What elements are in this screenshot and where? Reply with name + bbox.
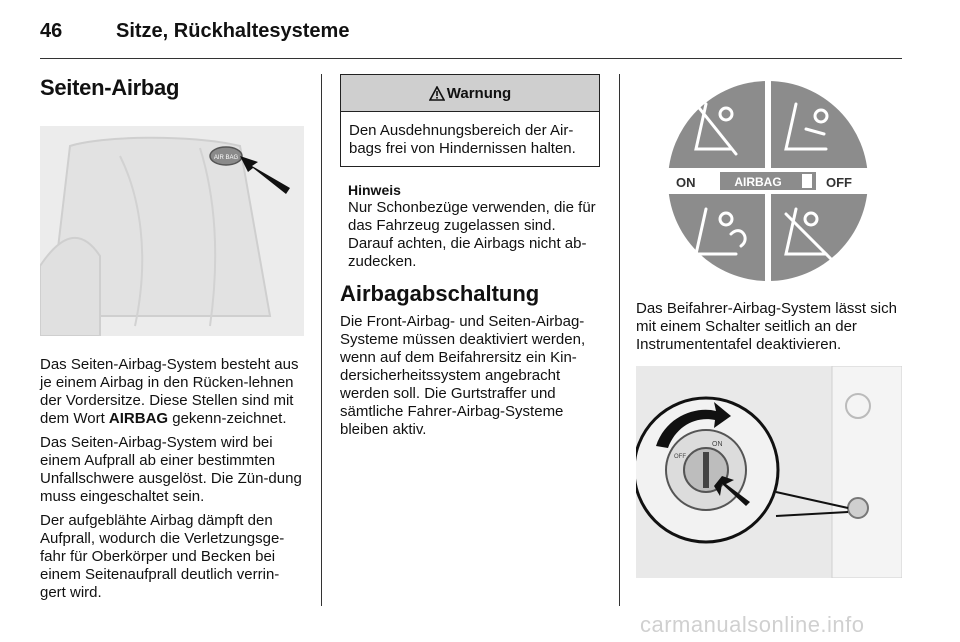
column-side-airbag (40, 74, 304, 608)
note-title: Hinweis (348, 182, 401, 198)
warning-triangle-icon (429, 86, 445, 101)
chapter-title: Sitze, Rückhaltesysteme (116, 20, 350, 42)
column-divider (619, 74, 620, 606)
warning-box (340, 74, 600, 167)
airbag-switch-illustration (636, 366, 902, 578)
watermark: carmanualsonline.info (640, 612, 865, 637)
paragraph: Das Seiten-Airbag-System wird bei einem Aufprall ab einer bestimmten Unfallschwere ausgelöst. Die Zün-dung muss eingeschaltet sein. (40, 434, 302, 505)
note-text: Nur Schonbezüge verwenden, die für das Fahrzeug zugelassen sind. Darauf achten, die Airbags nicht ab-zudecken. (348, 199, 596, 270)
switch-on-mark: ON (712, 441, 723, 448)
section-title-side-airbag: Seiten-Airbag (40, 75, 180, 100)
page-header (40, 14, 902, 54)
column-divider (321, 74, 322, 606)
warning-header (341, 75, 599, 112)
air-bag-badge-text: AIR BAG (213, 155, 239, 161)
switch-on-label: ON (676, 175, 696, 190)
note-block (348, 181, 602, 271)
switch-off-label: OFF (826, 175, 852, 190)
warning-text: Den Ausdehnungsbereich der Air-bags frei von Hindernissen halten. (349, 122, 576, 157)
paragraph: Die Front-Airbag- und Seiten-Airbag-Systeme müssen deaktiviert werden, wenn auf dem Beifahrersitz ein Kin-dersicherheitssystem angebracht werden soll. Die Gurtstraffer und sämtliche Fahrer-Airbag-Systeme bleiben aktiv. (340, 313, 586, 438)
paragraph: Das Seiten-Airbag-System besteht aus je einem Airbag in den Rücken-lehnen der Vordersitze. Diese Stellen sind mit dem Wort AIRBAG gekenn-zeichnet. (40, 356, 299, 427)
paragraph: Das Beifahrer-Airbag-System lässt sich mit einem Schalter seitlich an der Instrumententafel deaktivieren. (636, 300, 897, 353)
airbag-label-illustration (636, 74, 900, 284)
column-airbag-switch (636, 74, 902, 578)
page-number: 46 (40, 20, 63, 42)
paragraph: Der aufgeblähte Airbag dämpft den Aufprall, wodurch die Verletzungsge-fahr für Oberkörper und Becken bei einem Seitenaufprall deutlich verrin-gert wird. (40, 512, 285, 601)
column-airbag-deactivation (340, 74, 602, 445)
key-slot-icon (802, 174, 812, 188)
section-title-airbag-deactivation: Airbagabschaltung (340, 281, 540, 306)
switch-off-mark: OFF (674, 454, 686, 460)
header-divider (40, 58, 902, 59)
seat-airbag-illustration (40, 126, 304, 336)
airbag-label: AIRBAG (734, 175, 782, 189)
warning-title: Warnung (446, 84, 512, 102)
